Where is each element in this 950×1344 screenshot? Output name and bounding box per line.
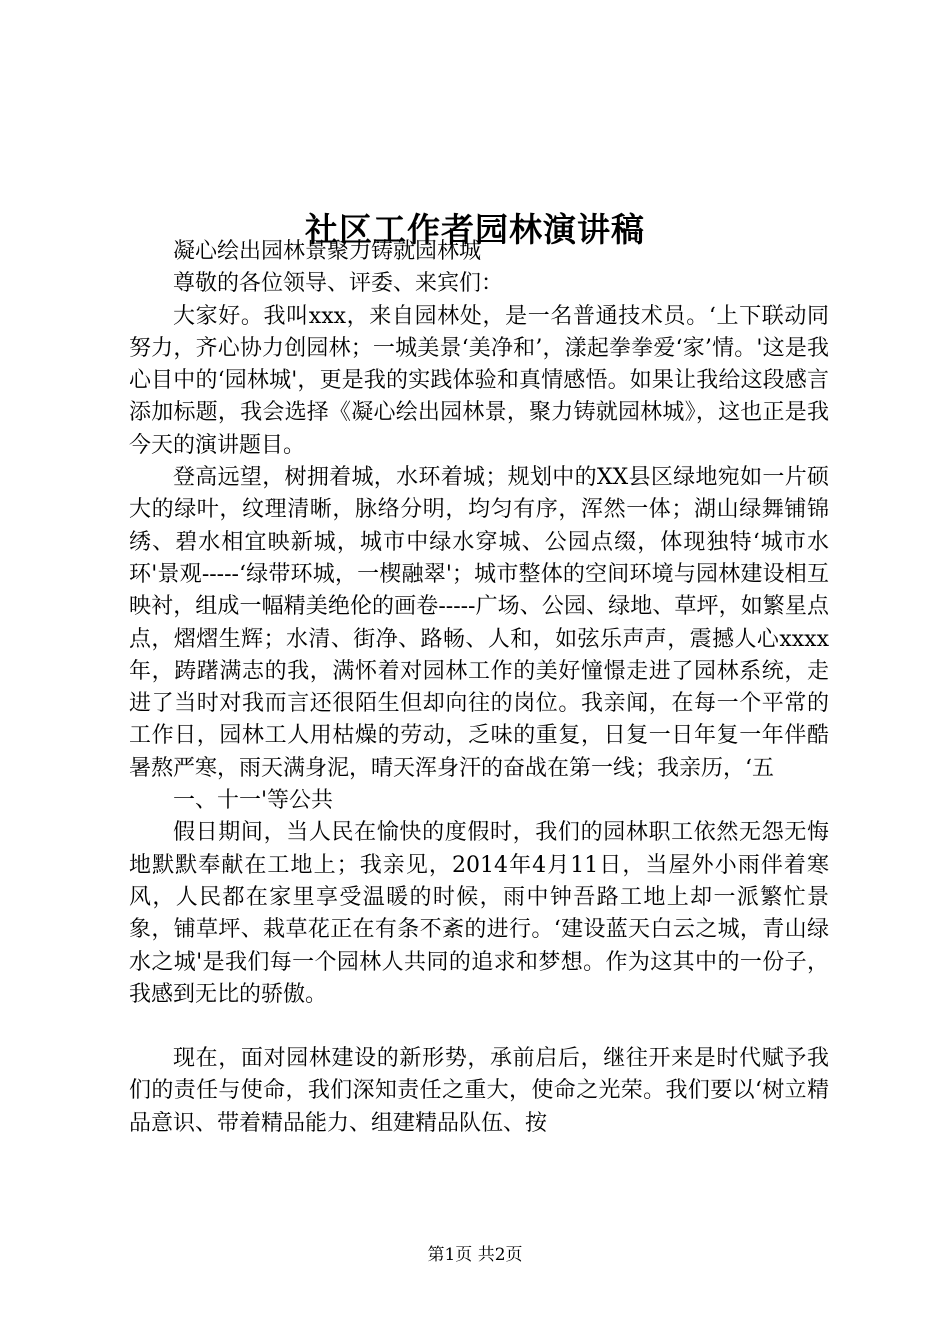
salutation-paragraph: 尊敬的各位领导、评委、来宾们： bbox=[173, 271, 504, 297]
body-paragraph: 登高远望，树拥着城，水环着城；规划中的XX县区绿地宛如一片硕大的绿叶，纹理清晰，脉络分明，均匀有序，浑然一体；湖山绿舞铺锦绣、碧水相宜映新城，城市中绿水穿城、公园点缀，体现独特‘城市水环'景观-----‘绿带环城，一楔融翠'；城市整体的空间环境与园林建设相互映衬，组成一幅精美绝伦的画卷-----广场、公园、绿地、草坪，如繁星点点，熠熠生辉；水清、街净、路畅、人和，如弦乐声声，震撼人心xxxx年，踌躇满志的我，满怀着对园林工作的美好憧憬走进了园林系统，走进了当时对我而言还很陌生但却向往的岗位。我亲闻，在每一个平常的工作日，园林工人用枯燥的劳动，乏味的重复，日复一日年复一年伴酷暑熬严寒，雨天满身泥，晴天浑身汗的奋战在第一线；我亲历，‘五 bbox=[129, 465, 829, 781]
document-body bbox=[129, 236, 829, 1140]
body-paragraph: 一、十一'等公共 bbox=[173, 788, 334, 814]
page-footer: 第1页 共2页 bbox=[427, 1245, 523, 1265]
body-paragraph: 假日期间，当人民在愉快的度假时，我们的园林职工依然无怨无悔地默默奉献在工地上；我亲见，2014年4月11日，当屋外小雨伴着寒风，人民都在家里享受温暖的时候，雨中钟吾路工地上却一派繁忙景象，铺草坪、栽草花正在有条不紊的进行。‘建设蓝天白云之城，青山绿水之城'是我们每一个园林人共同的追求和梦想。作为这其中的一份子，我感到无比的骄傲。 bbox=[129, 820, 829, 1007]
body-paragraph: 大家好。我叫xxx，来自园林处，是一名普通技术员。‘上下联动同努力，齐心协力创园林；一城美景‘美净和’，漾起拳拳爱‘家’情。'这是我心目中的‘园林城'，更是我的实践体验和真情感悟。如果让我给这段感言添加标题，我会选择《凝心绘出园林景，聚力铸就园林城》，这也正是我今天的演讲题目。 bbox=[129, 303, 829, 458]
body-paragraph: 现在，面对园林建设的新形势，承前启后，继往开来是时代赋予我们的责任与使命，我们深知责任之重大，使命之光荣。我们要以‘树立精品意识、带着精品能力、组建精品队伍、按 bbox=[129, 1046, 829, 1136]
page-title: 社区工作者园林演讲稿 bbox=[305, 210, 645, 250]
subtitle-paragraph: 凝心绘出园林景聚力铸就园林城 bbox=[173, 239, 482, 264]
